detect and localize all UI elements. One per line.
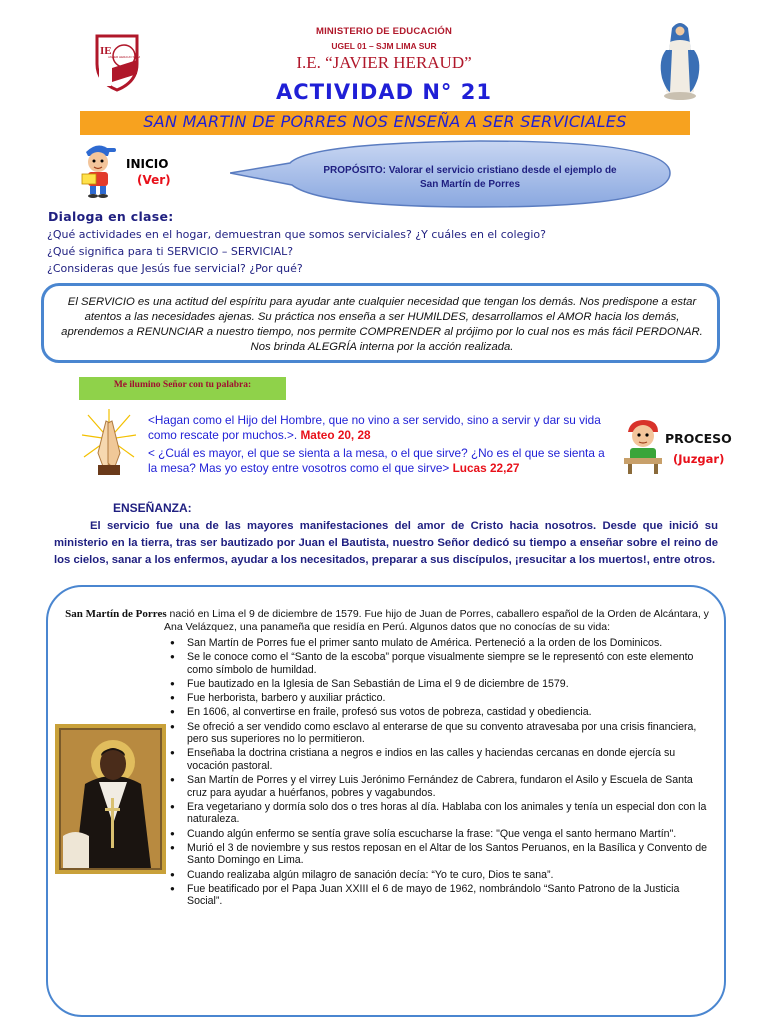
ensenanza-text: El servicio fue una de las mayores manifestaciones del amor de Cristo hacia nosotros. Desde que inició su ministerio en la tierra, tras ser bautizado por Juan el Bautista, nuestro Señor dedicó su tiempo a enseñar sobre el reino de los cielos, sanar a los enfermos, ayudar a los necesitados, preparar a sus discípulos, ¡resucitar a los muertos!, entre otros. [54, 520, 718, 566]
list-item: ● Se le conoce como el “Santo de la escoba” porque visualmente siempre se le representó con este elemento como símbolo de humildad. [170, 651, 715, 676]
question-2: ¿Qué significa para ti SERVICIO – SERVICIAL? [47, 245, 294, 258]
list-item: ● Cuando realizaba algún milagro de sanación decía: “Yo te curo, Dios te sana”. [170, 869, 715, 882]
list-item: ● Cuando algún enfermo se sentía grave solía escucharse la frase: "Que venga el santo hermano Martín". [170, 828, 715, 841]
ilumino-label: Me ilumino Señor con tu palabra: [113, 380, 252, 390]
activity-title: ACTIVIDAD N° 21 [276, 80, 492, 104]
quote-mateo [148, 413, 608, 443]
saint-name: San Martín de Porres [65, 608, 167, 620]
saint-martin-portrait-icon [55, 724, 166, 874]
biography-facts-list [170, 637, 715, 910]
logo-letters: IE [100, 45, 112, 57]
quote-lucas-text: < ¿Cuál es mayor, el que se sienta a la mesa, o el que sirve? ¿No es el que se sienta a la mesa? Mas yo estoy entre vosotros como el que sirve> [148, 446, 605, 475]
question-1: ¿Qué actividades en el hogar, demuestran que somos serviciales? ¿Y cuáles en el colegio? [47, 228, 546, 241]
praying-hands-icon [80, 407, 138, 477]
list-item: ● Murió el 3 de noviembre y sus restos reposan en el Altar de los Santos Peruanos, en la Basílica y Convento de Santo Domingo en Lima. [170, 842, 715, 867]
servicio-definition-text: El SERVICIO es una actitud del espíritu para ayudar ante cualquier necesidad que tengan los demás. Nos predispone a estar atentos a las necesidades ajenas. Su práctica nos enseña a ser HUMILDES, desarrollamos el AMOR hacia los demás, aprendemos a RENUNCIAR a nuestro tiempo, nos permite COMPRENDER al prójimo por lo cual nos es más fácil PERDONAR. Nos brinda ALEGRÍA interna por la acción realizada. [61, 296, 703, 353]
juzgar-label: (Juzgar) [673, 452, 725, 466]
ministry-title: MINISTERIO DE EDUCACIÓN [315, 26, 453, 37]
quote-mateo-ref: Mateo 20, 28 [300, 428, 371, 442]
list-item: ● Fue beatificado por el Papa Juan XXIII el 6 de mayo de 1962, nombrándolo “Santo Patrono de la Justicia Social”. [170, 883, 715, 908]
list-item: ● Era vegetariano y dormía solo dos o tres horas al día. Hablaba con los animales y tenía un especial don con la naturaleza. [170, 801, 715, 826]
list-item: ● Fue herborista, barbero y auxiliar práctico. [170, 692, 715, 705]
list-item: ● En 1606, al convertirse en fraile, profesó sus votos de pobreza, castidad y obediencia. [170, 706, 715, 719]
list-item: ● Se ofreció a ser vendido como esclavo al enterarse de que su convento atravesaba por una crisis financiera, pero sus superiores no lo permitieron. [170, 721, 715, 746]
dialoga-title: Dialoga en clase: [48, 209, 174, 224]
list-item: ● San Martín de Porres fue el primer santo mulato de América. Perteneció a la orden de los Dominicos. [170, 637, 715, 650]
quote-lucas-ref: Lucas 22,27 [452, 461, 520, 475]
biography-intro-text: nació en Lima el 9 de diciembre de 1579. Fue hijo de Juan de Porres, caballero español de la Orden de Alcántara, y Ana Velázquez, una panameña que residía en Perú. Algunos datos que no conocías de su vida: [164, 608, 709, 633]
question-3: ¿Consideras que Jesús fue servicial? ¿Por qué? [47, 262, 303, 275]
ver-label: (Ver) [137, 173, 171, 187]
boy-reading-icon [76, 140, 120, 198]
quote-lucas [148, 446, 608, 476]
logo-motto: JAVIER HERAUD S.J.M [107, 55, 141, 59]
ugel-subtitle: UGEL 01 – SJM LIMA SUR [331, 41, 437, 51]
boy-thinking-icon [620, 418, 666, 474]
school-logo-icon [93, 34, 141, 92]
biography-intro [62, 608, 712, 634]
purpose-text: PROPÓSITO: Valorar el servicio cristiano desde el ejemplo de San Martín de Porres [323, 165, 617, 190]
banner-title: SAN MARTIN DE PORRES NOS ENSEÑA A SER SERVICIALES [143, 112, 627, 131]
list-item: ● San Martín de Porres y el virrey Luis Jerónimo Fernández de Cabrera, fundaron el Asilo y Escuela de Santa cruz para ayudar a huérfanos, pobres y vagabundos. [170, 774, 715, 799]
inicio-label: INICIO [126, 157, 169, 171]
ensenanza-title: ENSEÑANZA: [113, 501, 192, 515]
virgin-mary-statue-icon [650, 20, 710, 102]
proceso-label: PROCESO [665, 431, 732, 446]
list-item: ● Fue bautizado en la Iglesia de San Sebastián de Lima el 9 de diciembre de 1579. [170, 678, 715, 691]
quote-mateo-text: <Hagan como el Hijo del Hombre, que no vino a ser servido, sino a servir y dar su vida como rescate por muchos.>. [148, 413, 601, 442]
list-item: ● Enseñaba la doctrina cristiana a negros e indios en las calles y haciendas cercanas en donde ejercía su vocación pastoral. [170, 747, 715, 772]
school-name: I.E. “JAVIER HERAUD” [296, 53, 472, 72]
